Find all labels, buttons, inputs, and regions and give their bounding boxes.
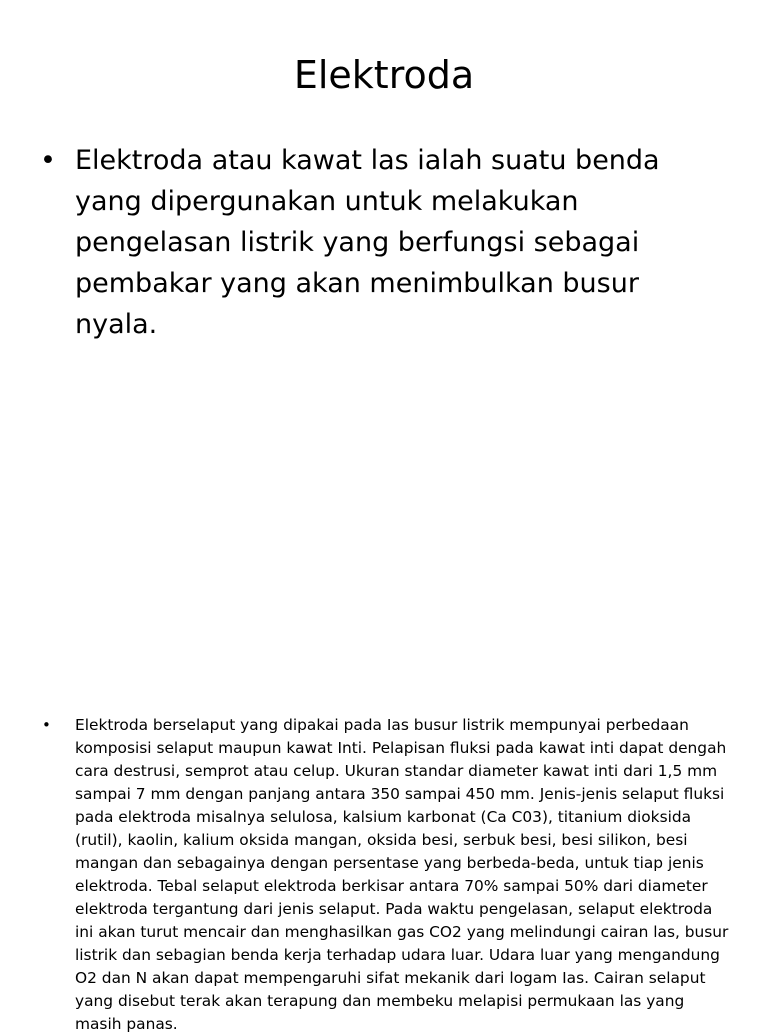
slide-title: Elektroda [293, 53, 475, 97]
bullet-text: Elektroda atau kawat las ialah suatu benda yang dipergunakan untuk melakukan pengelasan listrik yang berfungsi sebagai pembakar yang akan menimbulkan busur nyala. [75, 145, 660, 340]
bullet-dot-icon: • [42, 716, 51, 734]
bullet-item [40, 140, 728, 345]
detail-bullet-text: Elektroda berselaput yang dipakai pada Ias busur listrik mempunyai perbedaan komposisi selaput maupun kawat Inti. Pelapisan fluksi pada kawat inti dapat dengah cara destrusi, semprot atau celup. Ukuran standar diameter kawat inti dari 1,5 mm sampai 7 mm dengan panjang antara 350 sampai 450 mm. Jenis-jenis selaput fluksi pada elektroda misalnya selulosa, kalsium karbonat (Ca C03), titanium dioksida (rutil), kaolin, kalium oksida mangan, oksida besi, serbuk besi, besi silikon, besi mangan dan sebagainya dengan persentase yang berbeda-beda, untuk tiap jenis elektroda. Tebal selaput elektroda berkisar antara 70% sampai 50% dari diameter elektroda tergantung dari jenis selaput. Pada waktu pengelasan, selaput elektroda ini akan turut mencair dan menghasilkan gas CO2 yang melindungi cairan las, busur listrik dan sebagian benda kerja terhadap udara luar. Udara luar yang mengandung O2 dan N akan dapat mempengaruhi sifat mekanik dari logam Ias. Cairan selaput yang disebut terak akan terapung dan membeku melapisi permukaan las yang masih panas. [75, 716, 729, 1033]
detail-bullet-item [40, 714, 728, 1036]
bullet-dot-icon: • [40, 145, 56, 176]
main-bullet-list [40, 140, 728, 345]
detail-bullet-list [40, 714, 728, 1036]
